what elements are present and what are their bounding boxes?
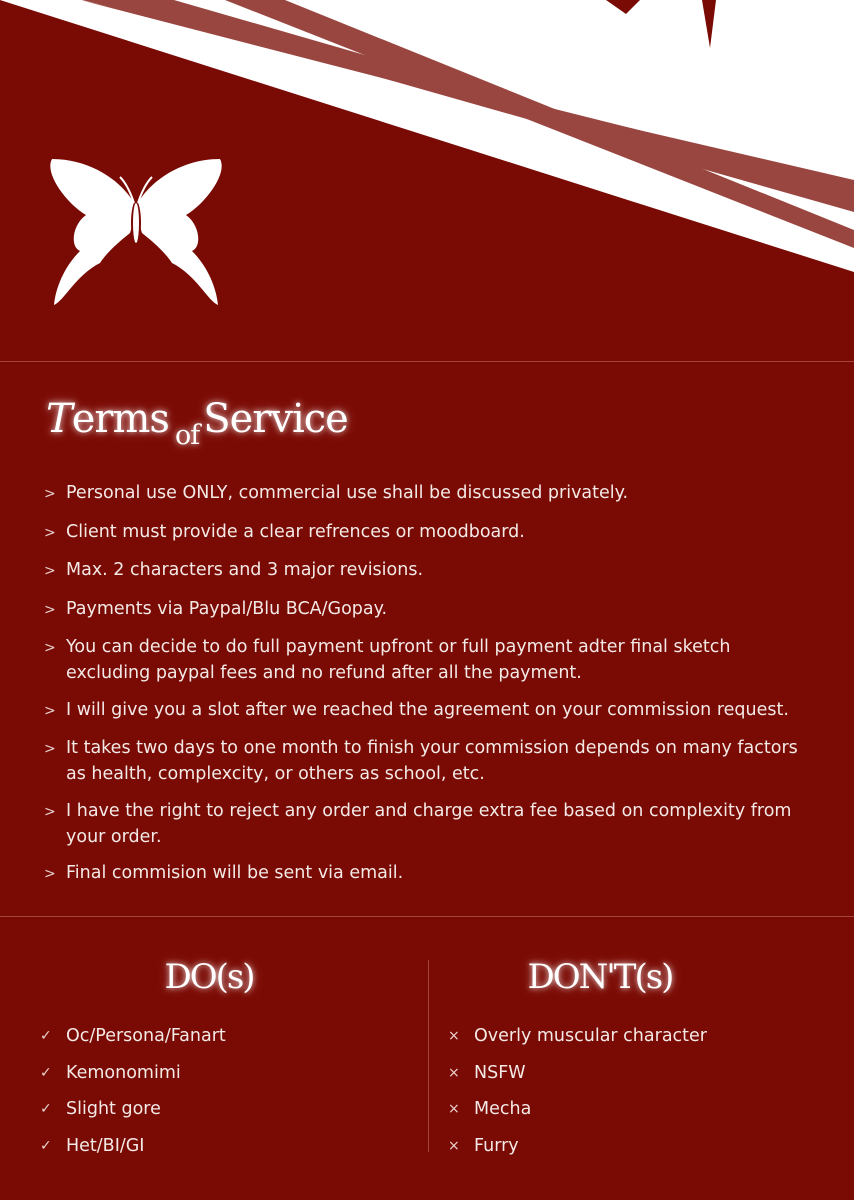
- cross-icon: ×: [448, 1064, 460, 1081]
- dos-column: [40, 952, 410, 1169]
- chevron-right-icon: >: [44, 640, 56, 656]
- donts-heading: DON'T(s): [527, 957, 673, 997]
- chevron-right-icon: >: [44, 741, 56, 757]
- chevron-right-icon: >: [44, 601, 56, 618]
- chevron-right-icon: >: [44, 524, 56, 541]
- list-item: ✓ Kemonomimi: [40, 1062, 181, 1083]
- hero-banner: [0, 0, 854, 362]
- chevron-right-icon: >: [44, 803, 56, 820]
- list-item: ✓ Het/BI/GI: [40, 1135, 145, 1156]
- dos-list: [40, 1023, 410, 1159]
- check-icon: ✓: [40, 1028, 52, 1044]
- list-item: > Max. 2 characters and 3 major revisions.: [44, 557, 814, 585]
- chevron-right-icon: >: [44, 702, 56, 719]
- list-item: > Payments via Paypal/Blu BCA/Gopay.: [44, 596, 814, 624]
- dos-heading: DO(s): [164, 957, 254, 997]
- section-divider: [0, 916, 854, 917]
- list-item: > I will give you a slot after we reached the agreement on your commission request.: [44, 697, 814, 725]
- list-item: > I have the right to reject any order and charge extra fee based on complexity from your order.: [44, 798, 814, 850]
- chevron-right-icon: >: [44, 486, 56, 502]
- donts-list: [448, 1023, 818, 1159]
- list-item: ✓ Oc/Persona/Fanart: [40, 1026, 226, 1046]
- list-item: ✓ Slight gore: [40, 1099, 161, 1119]
- terms-of-service-title: Terms of Service: [46, 396, 348, 451]
- section-divider: [0, 361, 854, 362]
- cross-icon: ×: [448, 1101, 460, 1117]
- cross-icon: ×: [448, 1028, 460, 1044]
- check-icon: ✓: [40, 1064, 52, 1081]
- cross-icon: ×: [448, 1137, 460, 1154]
- donts-column: [448, 952, 818, 1169]
- list-item: > Client must provide a clear refrences or moodboard.: [44, 519, 814, 547]
- list-item: > You can decide to do full payment upfront or full payment adter final sketch excluding paypal fees and no refund after all the payment.: [44, 634, 814, 686]
- list-item: > Personal use ONLY, commercial use shall be discussed privately.: [44, 480, 814, 508]
- check-icon: ✓: [40, 1137, 52, 1154]
- list-item: × Furry: [448, 1135, 519, 1156]
- list-item: > It takes two days to one month to finish your commission depends on many factors as health, complexcity, or others as school, etc.: [44, 735, 814, 787]
- list-item: × NSFW: [448, 1062, 526, 1083]
- check-icon: ✓: [40, 1101, 52, 1117]
- butterfly-icon: [46, 155, 226, 307]
- terms-list: [44, 480, 814, 899]
- list-item: > Final commision will be sent via email.: [44, 860, 814, 888]
- chevron-right-icon: >: [44, 866, 56, 882]
- list-item: × Mecha: [448, 1099, 532, 1119]
- list-item: × Overly muscular character: [448, 1026, 707, 1046]
- chevron-right-icon: >: [44, 563, 56, 579]
